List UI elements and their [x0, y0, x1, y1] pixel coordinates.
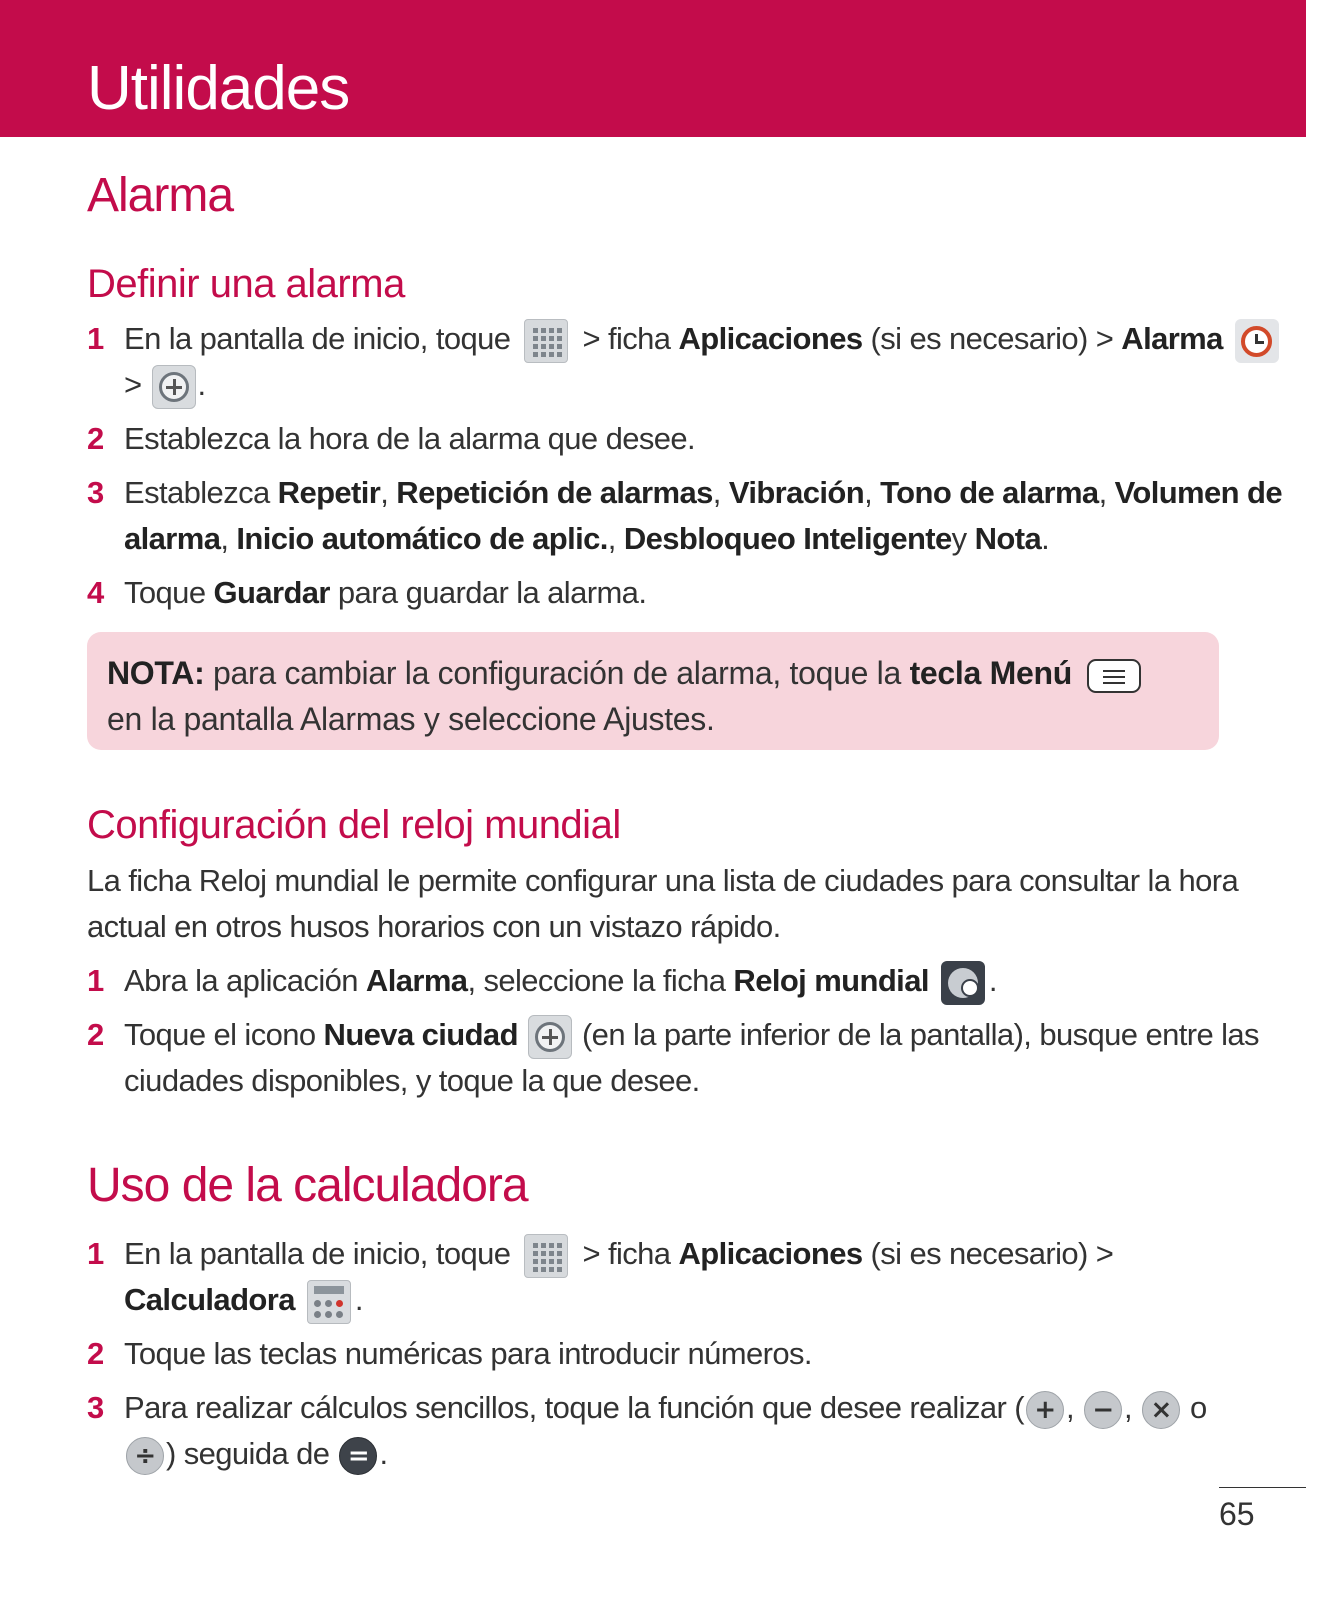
plus-icon — [152, 365, 196, 409]
intro-text-cont: actual en otros husos horarios con un vistazo rápido. — [87, 909, 781, 944]
chapter-header — [0, 0, 1306, 137]
note-text: NOTA: para cambiar la configuración de alarma, toque la tecla Menú — [107, 650, 1143, 696]
multiply-key-icon: × — [1142, 1391, 1180, 1429]
subsection-title-definir: Definir una alarma — [87, 262, 405, 306]
plus-key-icon: + — [1026, 1391, 1064, 1429]
step-text-cont: > . — [124, 362, 206, 409]
world-clock-icon — [941, 961, 985, 1005]
step-text: En la pantalla de inicio, toque > ficha Aplicaciones (si es necesario) > Alarma — [124, 316, 1283, 363]
step-text: Toque las teclas numéricas para introducir números. — [124, 1336, 812, 1371]
section-title-calc: Uso de la calculadora — [87, 1159, 528, 1212]
step-text-cont: alarma, Inicio automático de aplic., Desbloqueo Inteligentey Nota. — [124, 521, 1050, 556]
section-title-alarma: Alarma — [87, 169, 234, 222]
note-text-cont: en la pantalla Alarmas y seleccione Ajustes. — [107, 701, 715, 737]
chapter-title: Utilidades — [87, 54, 350, 123]
intro-text: La ficha Reloj mundial le permite configurar una lista de ciudades para consultar la hora — [87, 863, 1239, 898]
calculator-icon — [307, 1280, 351, 1324]
page-number: 65 — [1219, 1496, 1255, 1532]
step-text-cont: ciudades disponibles, y toque la que desee. — [124, 1063, 700, 1098]
step-number: 1 — [87, 1236, 105, 1271]
step-text: Toque el icono Nueva ciudad (en la parte inferior de la pantalla), busque entre las — [124, 1012, 1259, 1059]
step-number: 3 — [87, 475, 105, 510]
step-text: Para realizar cálculos sencillos, toque la función que desee realizar ( + , − , × o — [124, 1385, 1207, 1431]
step-number: 4 — [87, 575, 105, 610]
step-number: 2 — [87, 1017, 105, 1052]
step-text: Establezca la hora de la alarma que desee. — [124, 421, 696, 456]
divide-key-icon: ÷ — [126, 1437, 164, 1475]
step-text-cont: Calculadora . — [124, 1277, 363, 1324]
step-text: Abra la aplicación Alarma, seleccione la ficha Reloj mundial . — [124, 958, 997, 1005]
footer-rule — [1219, 1487, 1306, 1488]
step-text: En la pantalla de inicio, toque > ficha Aplicaciones (si es necesario) > — [124, 1231, 1113, 1278]
step-number: 2 — [87, 421, 105, 456]
apps-icon — [524, 1234, 568, 1278]
step-text: Establezca Repetir, Repetición de alarmas, Vibración, Tono de alarma, Volumen de — [124, 475, 1282, 510]
minus-key-icon: − — [1084, 1391, 1122, 1429]
menu-key-icon — [1087, 659, 1141, 693]
step-number: 1 — [87, 963, 105, 998]
step-number: 2 — [87, 1336, 105, 1371]
step-number: 1 — [87, 321, 105, 356]
alarm-clock-icon — [1235, 319, 1279, 363]
apps-icon — [524, 319, 568, 363]
step-number: 3 — [87, 1390, 105, 1425]
step-text: Toque Guardar para guardar la alarma. — [124, 575, 647, 610]
step-text-cont: ÷ ) seguida de = . — [124, 1431, 387, 1477]
subsection-title-reloj: Configuración del reloj mundial — [87, 803, 621, 847]
plus-icon — [528, 1015, 572, 1059]
equals-key-icon: = — [339, 1437, 377, 1475]
